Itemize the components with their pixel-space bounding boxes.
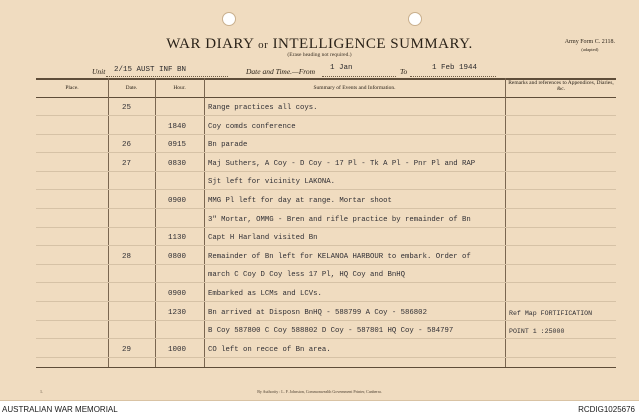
column-divider — [108, 78, 109, 367]
entry-date: 27 — [122, 159, 132, 168]
form-title — [0, 36, 639, 53]
entry-hour: 1000 — [168, 345, 187, 354]
caption-reference: RCDIG1025676 — [578, 405, 635, 414]
entry-remarks: POINT 1 :25000 — [509, 328, 565, 336]
column-head-place: Place. — [65, 85, 79, 91]
army-form-label: Army Form C. 2118. — [564, 39, 615, 45]
entry-hour: 1130 — [168, 234, 187, 243]
row-rule — [36, 189, 616, 190]
entry-summary: Capt H Harland visited Bn — [208, 234, 318, 243]
entry-summary: MMG Pl left for day at range. Mortar shoot — [208, 197, 392, 205]
footer-number: 1. — [40, 389, 43, 394]
row-rule — [36, 264, 616, 265]
printer-footer: By Authority : L. F. Johnston, Commonwealth Government Printer, Canberra. — [257, 389, 382, 394]
datetime-label: Date and Time.—From — [246, 67, 316, 76]
entry-hour: 0800 — [168, 252, 187, 261]
entry-summary: B Coy 587800 C Coy 588802 D Coy - 587801 HQ Coy - 584797 — [208, 327, 454, 336]
column-head-date: Date. — [125, 85, 138, 91]
caption-institution: AUSTRALIAN WAR MEMORIAL — [2, 405, 118, 414]
row-rule — [36, 208, 616, 209]
row-rule — [36, 338, 616, 339]
entry-hour: 0830 — [168, 159, 187, 168]
adapted-label: (adapted) — [581, 47, 599, 52]
to-label: To — [400, 67, 408, 76]
entry-date: 26 — [122, 141, 132, 150]
from-value: 1 Jan — [330, 64, 353, 72]
entry-hour: 0900 — [168, 197, 187, 205]
to-value: 1 Feb 1944 — [432, 64, 478, 72]
entry-summary: Bn parade — [208, 141, 248, 150]
row-rule — [36, 245, 616, 246]
row-rule — [36, 152, 616, 153]
entry-summary: CO left on recce of Bn area. — [208, 345, 331, 354]
entry-hour: 1230 — [168, 308, 187, 317]
column-divider — [155, 78, 156, 367]
column-head-summary: Summary of Events and Information. — [313, 85, 396, 91]
entry-summary: march C Coy D Coy less 17 Pl, HQ Coy and BnHQ — [208, 271, 406, 280]
entry-hour: 0915 — [168, 141, 187, 150]
title-or: or — [258, 39, 269, 51]
from-dotline — [322, 76, 396, 77]
entry-date: 25 — [122, 104, 132, 112]
unit-dotline — [106, 76, 228, 77]
entry-summary: 3" Mortar, OMMG - Bren and rifle practice by remainder of Bn — [208, 215, 471, 224]
row-rule — [36, 301, 616, 302]
table-bottom-rule — [36, 367, 616, 368]
row-rule — [36, 134, 616, 135]
column-divider — [204, 78, 205, 367]
unit-label: Unit — [92, 67, 106, 76]
row-rule — [36, 282, 616, 283]
row-rule — [36, 171, 616, 172]
entry-summary: Embarked as LCMs and LCVs. — [208, 290, 322, 298]
column-head-hour: Hour. — [173, 85, 186, 91]
entry-summary: Bn arrived at Disposn BnHQ - 588799 A Coy - 586802 — [208, 308, 427, 317]
row-rule — [36, 227, 616, 228]
row-rule — [36, 320, 616, 321]
column-head-remarks: Remarks and references to Appendices, Diaries, &c. — [508, 80, 614, 92]
entry-summary: Coy comds conference — [208, 122, 296, 131]
army-form-number — [565, 38, 615, 54]
form-subtitle: (Erase heading not required.) — [287, 52, 352, 58]
title-main: WAR DIARY — [166, 36, 254, 52]
row-rule — [36, 357, 616, 358]
punch-hole — [222, 12, 236, 26]
unit-value: 2/15 AUST INF BN — [114, 66, 187, 74]
punch-hole — [408, 12, 422, 26]
entry-hour: 1840 — [168, 122, 187, 131]
entry-date: 29 — [122, 345, 132, 354]
entry-hour: 0900 — [168, 290, 187, 298]
entry-summary: Remainder of Bn left for KELANOA HARBOUR to embark. Order of — [208, 252, 471, 261]
column-divider — [505, 78, 506, 367]
entry-remarks: Ref Map FORTIFICATION — [509, 309, 593, 317]
title-second: INTELLIGENCE SUMMARY. — [272, 36, 473, 52]
row-rule — [36, 115, 616, 116]
to-dotline — [410, 76, 496, 77]
entry-summary: Sjt left for vicinity LAKONA. — [208, 178, 335, 187]
entry-summary: Range practices all coys. — [208, 104, 318, 112]
entry-summary: Maj Suthers, A Coy - D Coy - 17 Pl - Tk A Pl - Pnr Pl and RAP — [208, 159, 476, 168]
header-bottom-rule — [36, 97, 616, 98]
entry-date: 28 — [122, 252, 132, 261]
